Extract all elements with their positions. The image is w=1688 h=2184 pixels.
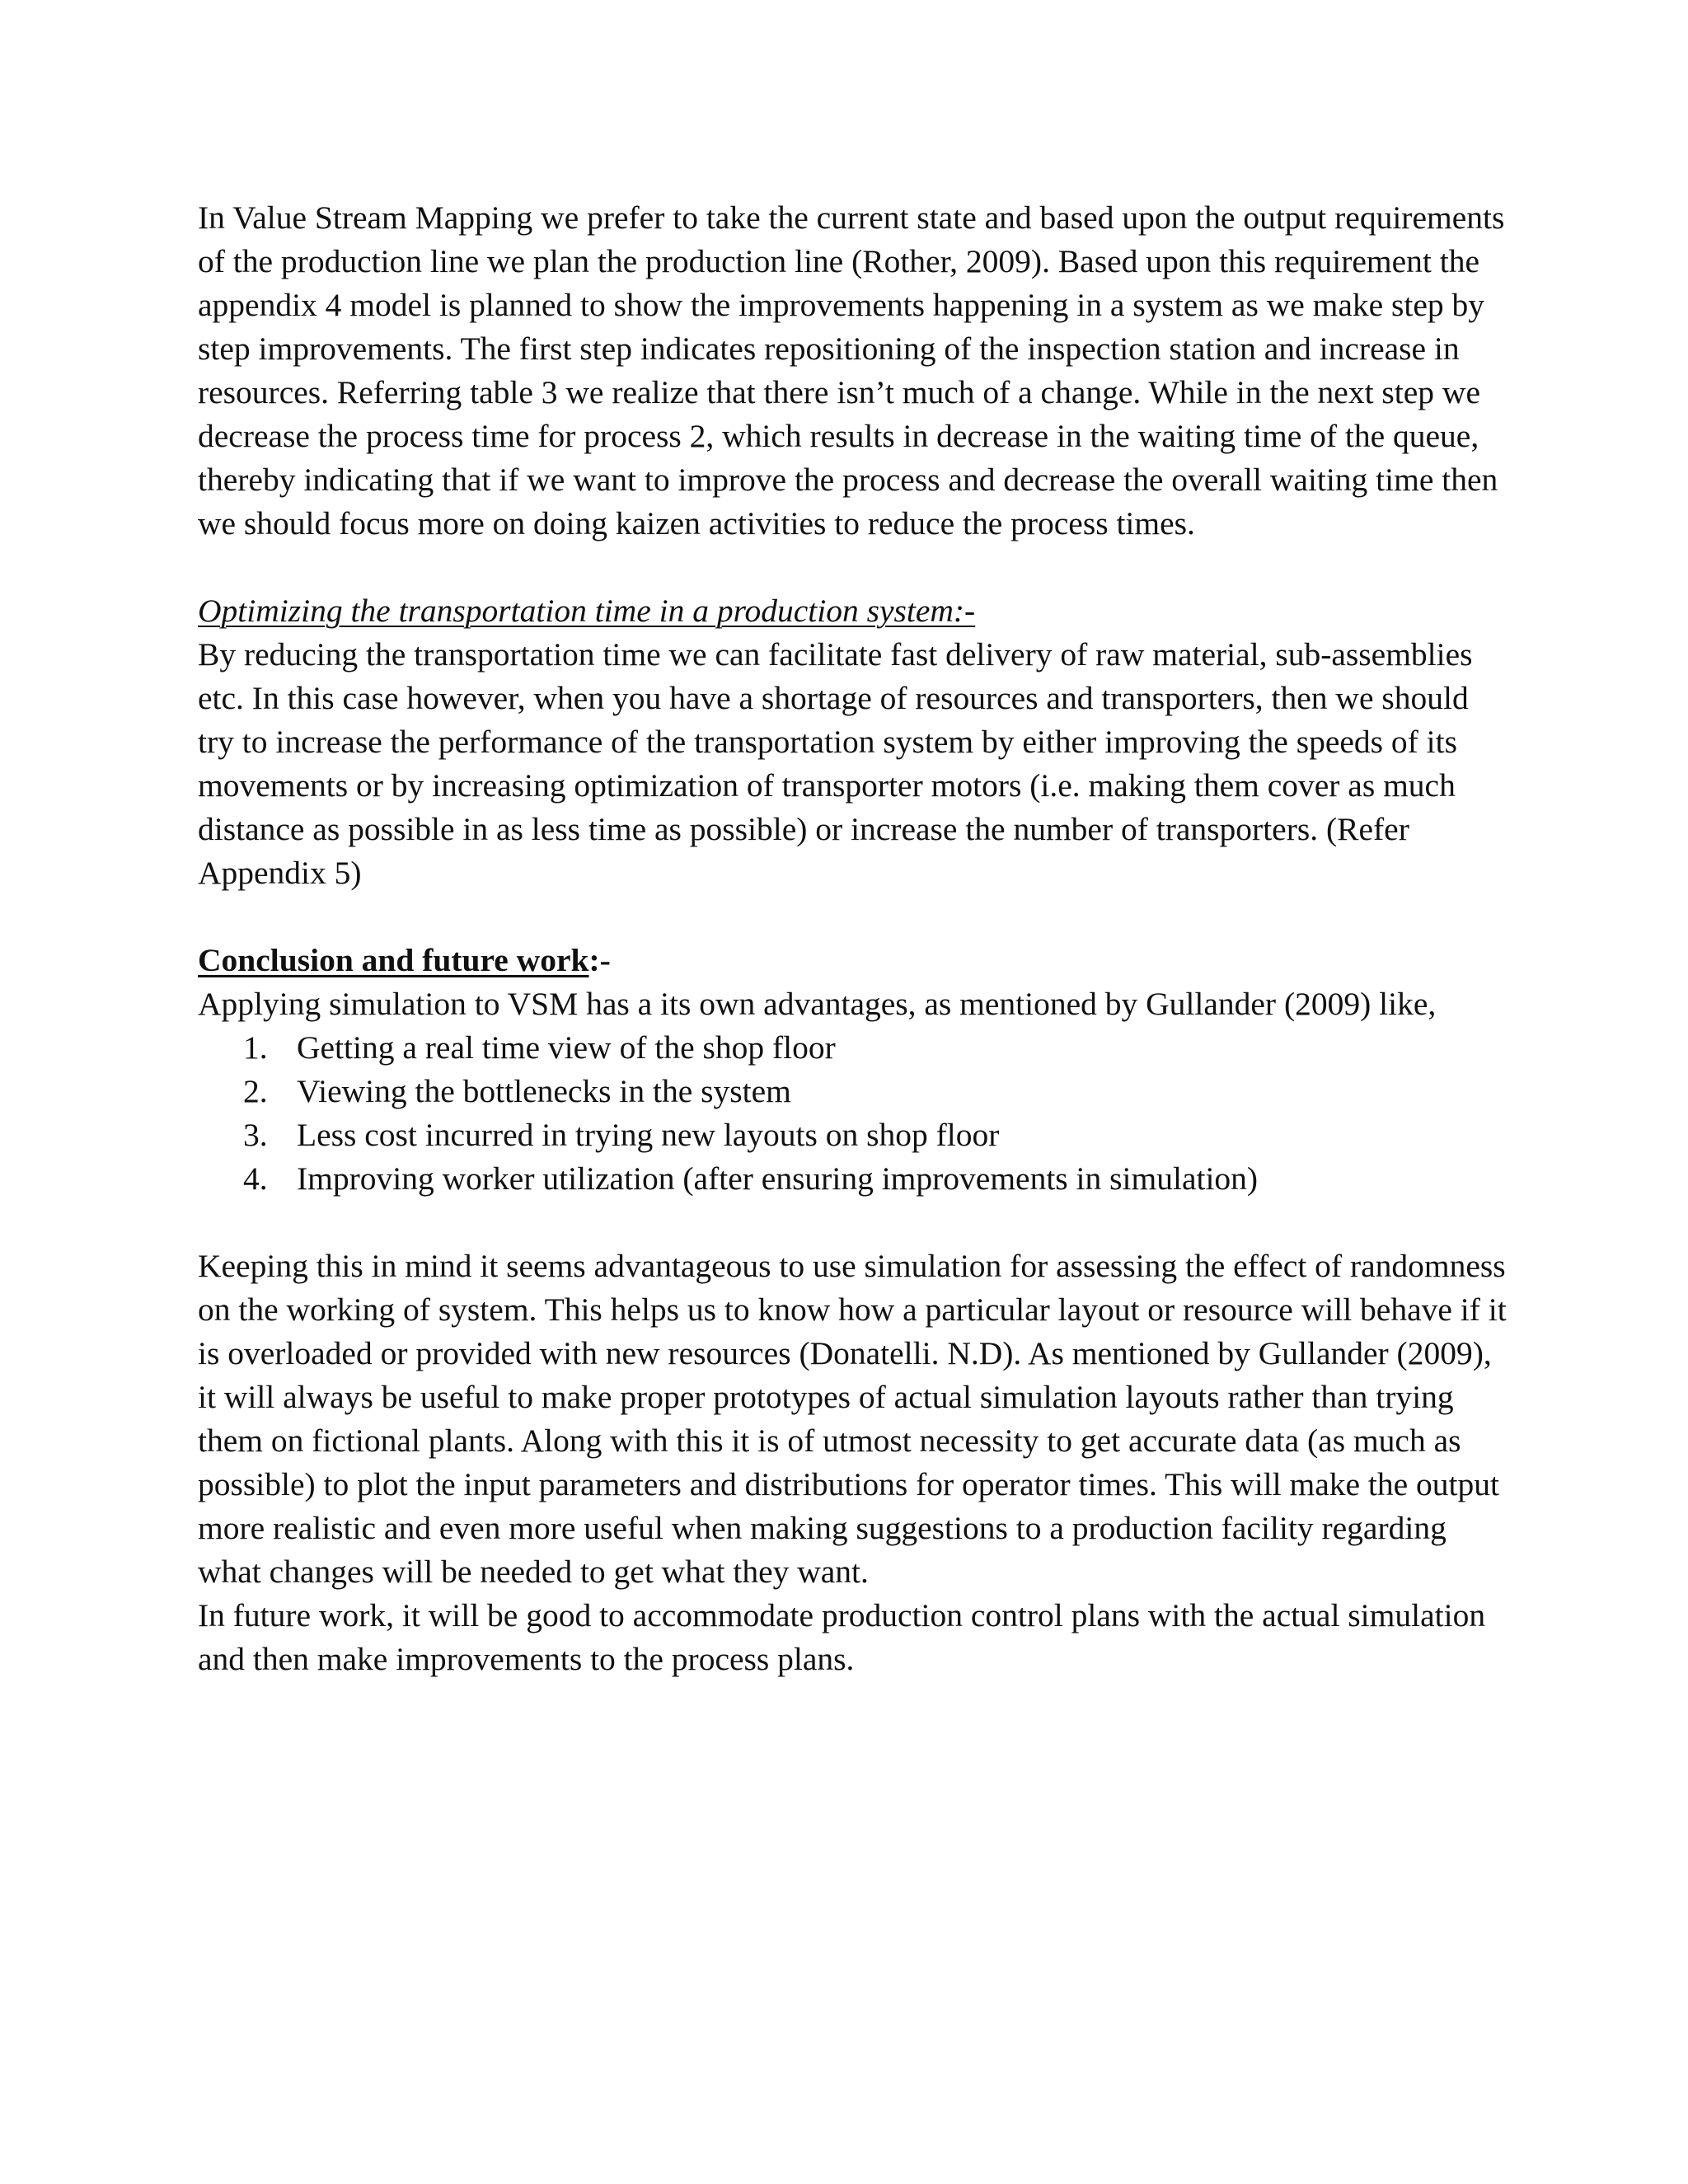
list-item bbox=[198, 1026, 1512, 1070]
paragraph-vsm-current-state: In Value Stream Mapping we prefer to take the current state and based upon the output requirements of the production line we plan the production line (Rother, 2009). Based upon this requirement the appendix 4 model is planned to show the improvements happening in a system as we make step by step improvements. The first step indicates repositioning of the inspection station and increase in resources. Referring table 3 we realize that there isn’t much of a change. While in the next step we decrease the process time for process 2, which results in decrease in the waiting time of the queue, thereby indicating that if we want to improve the process and decrease the overall waiting time then we should focus more on doing kaizen activities to reduce the process times. bbox=[198, 199, 1505, 541]
heading-conclusion bbox=[198, 939, 1512, 982]
list-item-number: 4. bbox=[243, 1160, 268, 1197]
paragraph-transportation: By reducing the transportation time we can facilitate fast delivery of raw material, sub-assemblies etc. In this case however, when you have a shortage of resources and transporters, then we should try to increase the performance of the transportation system by either improving the speeds of its movements or by increasing optimization of transporter motors (i.e. making them cover as much distance as possible in as less time as possible) or increase the number of transporters. (Refer Appendix 5) bbox=[198, 636, 1473, 891]
list-item-text: Less cost incurred in trying new layouts on shop floor bbox=[297, 1117, 1000, 1153]
spacer bbox=[198, 895, 1512, 939]
heading-conclusion-suffix: :- bbox=[588, 942, 611, 978]
list-item-number: 1. bbox=[243, 1029, 268, 1066]
list-item-text: Improving worker utilization (after ensuring improvements in simulation) bbox=[297, 1160, 1259, 1197]
advantages-list bbox=[198, 1026, 1512, 1201]
spacer bbox=[198, 546, 1512, 589]
paragraph-simulation-advantages: Applying simulation to VSM has a its own advantages, as mentioned by Gullander (2009) like, bbox=[198, 986, 1437, 1022]
list-item bbox=[198, 1157, 1512, 1201]
paragraph-randomness: Keeping this in mind it seems advantageous to use simulation for assessing the effect of randomness on the working of system. This helps us to know how a particular layout or resource will behave if it is overloaded or provided with new resources (Donatelli. N.D). As mentioned by Gullander (2009), it will always be useful to make proper prototypes of actual simulation layouts rather than trying them on fictional plants. Along with this it is of utmost necessity to get accurate data (as much as possible) to plot the input parameters and distributions for operator times. This will make the output more realistic and even more useful when making suggestions to a production facility regarding what changes will be needed to get what they want. bbox=[198, 1248, 1507, 1590]
list-item-number: 3. bbox=[243, 1117, 268, 1153]
list-item-text: Getting a real time view of the shop floor bbox=[297, 1029, 836, 1066]
paragraph-future-work: In future work, it will be good to accommodate production control plans with the actual simulation and then make improvements to the process plans. bbox=[198, 1597, 1486, 1677]
spacer bbox=[198, 1201, 1512, 1244]
list-item bbox=[198, 1113, 1512, 1157]
list-item bbox=[198, 1070, 1512, 1113]
heading-conclusion-text: Conclusion and future work bbox=[198, 942, 589, 978]
subheading-transportation: Optimizing the transportation time in a production system:- bbox=[198, 593, 976, 629]
list-item-number: 2. bbox=[243, 1073, 268, 1109]
list-item-text: Viewing the bottlenecks in the system bbox=[297, 1073, 791, 1109]
document-page bbox=[198, 196, 1512, 1681]
